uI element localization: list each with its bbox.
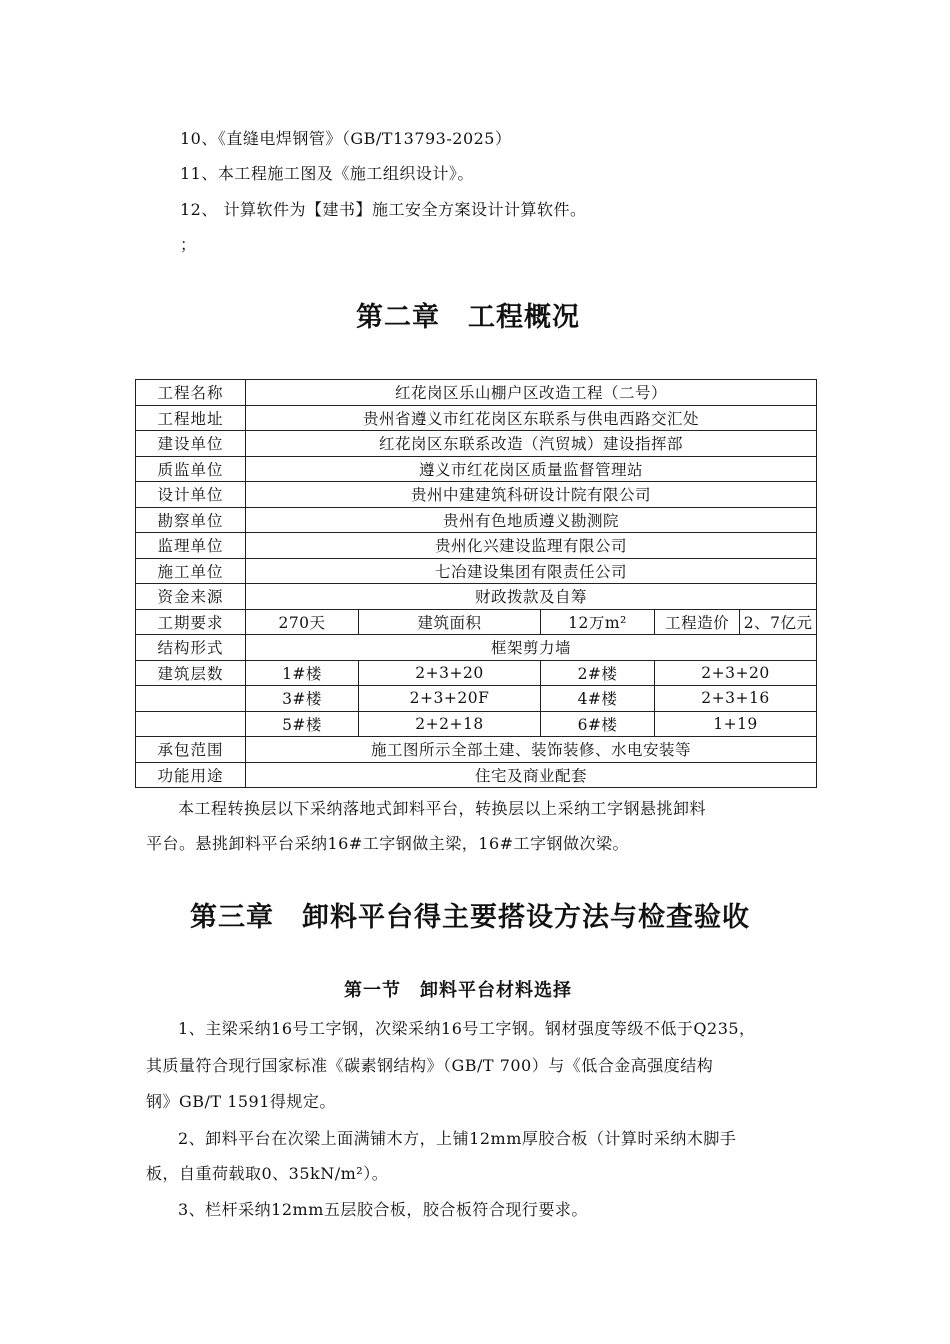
item-2-line-2: 板，自重荷载取0、35kN/m²）。	[146, 1164, 389, 1183]
value-cell: 遵义市红花岗区质量监督管理站	[246, 456, 817, 482]
floor-value-cell: 2+3+20	[655, 660, 817, 686]
empty-cell	[136, 711, 246, 737]
building-cell: 4#楼	[541, 686, 655, 712]
building-cell: 2#楼	[541, 660, 655, 686]
table-row	[136, 405, 817, 431]
label-cell: 质监单位	[136, 456, 246, 482]
value-cell: 红花岗区东联系改造（汽贸城）建设指挥部	[246, 431, 817, 457]
label-cell: 勘察单位	[136, 507, 246, 533]
table-row	[136, 609, 817, 635]
section-1-title: 第一节 卸料平台材料选择	[344, 980, 572, 1001]
floor-value-cell: 2+3+20F	[359, 686, 541, 712]
reference-item-11: 11、本工程施工图及《施工组织设计》。	[180, 164, 474, 183]
split-cell	[655, 609, 817, 635]
floor-value-cell: 1+19	[655, 711, 817, 737]
value-cell: 框架剪力墙	[246, 635, 817, 661]
item-1-line-1: 1、主梁采纳16号工字钢，次梁采纳16号工字钢。钢材强度等级不低于Q235，	[178, 1019, 756, 1038]
reference-terminator: ；	[180, 235, 197, 254]
value-cell: 12万m²	[541, 609, 655, 635]
item-2-line-1: 2、卸料平台在次梁上面满铺木方，上铺12mm厚胶合板（计算时采纳木脚手	[178, 1129, 737, 1148]
label-cell: 工程名称	[136, 380, 246, 406]
item-1-line-3: 钢》GB/T 1591得规定。	[146, 1092, 336, 1111]
chapter-2-title: 第二章 工程概况	[356, 302, 580, 333]
label-cell: 工程造价	[655, 610, 740, 635]
table-row	[136, 456, 817, 482]
split-cell-inner	[655, 610, 816, 635]
value-cell: 施工图所示全部土建、装饰装修、水电安装等	[246, 737, 817, 763]
item-1-line-2: 其质量符合现行国家标准《碳素钢结构》（GB/T 700）与《低合金高强度结构	[146, 1056, 714, 1075]
reference-item-10: 10、《直缝电焊钢管》（GB/T13793-2025）	[180, 129, 512, 148]
overview-paragraph-line-2: 平台。悬挑卸料平台采纳16#工字钢做主梁，16#工字钢做次梁。	[146, 834, 630, 853]
table-row	[136, 635, 817, 661]
chapter-3-title: 第三章 卸料平台得主要搭设方法与检查验收	[190, 902, 750, 933]
value-cell: 住宅及商业配套	[246, 762, 817, 788]
value-cell: 2、7亿元	[743, 613, 813, 632]
table-row	[136, 737, 817, 763]
label-cell: 监理单位	[136, 533, 246, 559]
table-row	[136, 762, 817, 788]
table-row	[136, 431, 817, 457]
value-cell: 贵州有色地质遵义勘测院	[246, 507, 817, 533]
building-cell: 5#楼	[246, 711, 359, 737]
floor-value-cell: 2+3+20	[359, 660, 541, 686]
empty-cell	[136, 686, 246, 712]
reference-item-12: 12、 计算软件为【建书】施工安全方案设计计算软件。	[180, 200, 587, 219]
table-row	[136, 507, 817, 533]
label-cell: 建筑层数	[136, 660, 246, 686]
floor-value-cell: 2+3+16	[655, 686, 817, 712]
building-cell: 1#楼	[246, 660, 359, 686]
value-cell: 贵州化兴建设监理有限公司	[246, 533, 817, 559]
value-cell: 财政拨款及自筹	[246, 584, 817, 610]
value-cell: 贵州省遵义市红花岗区东联系与供电西路交汇处	[246, 405, 817, 431]
table-row	[136, 482, 817, 508]
label-cell: 建设单位	[136, 431, 246, 457]
label-cell: 资金来源	[136, 584, 246, 610]
value-cell: 七冶建设集团有限责任公司	[246, 558, 817, 584]
building-cell: 3#楼	[246, 686, 359, 712]
label-cell: 结构形式	[136, 635, 246, 661]
label-cell: 承包范围	[136, 737, 246, 763]
item-3-line-1: 3、栏杆采纳12mm五层胶合板，胶合板符合现行要求。	[178, 1200, 588, 1219]
label-cell: 工程地址	[136, 405, 246, 431]
table-row	[136, 686, 817, 712]
label-cell: 建筑面积	[359, 609, 541, 635]
table-row	[136, 558, 817, 584]
label-cell: 施工单位	[136, 558, 246, 584]
table-row	[136, 660, 817, 686]
floor-value-cell: 2+2+18	[359, 711, 541, 737]
building-cell: 6#楼	[541, 711, 655, 737]
label-cell: 功能用途	[136, 762, 246, 788]
label-cell: 工期要求	[136, 609, 246, 635]
table-row	[136, 584, 817, 610]
overview-paragraph-line-1: 本工程转换层以下采纳落地式卸料平台，转换层以上采纳工字钢悬挑卸料	[178, 799, 707, 818]
label-cell: 设计单位	[136, 482, 246, 508]
value-cell: 270天	[246, 609, 359, 635]
table-row	[136, 533, 817, 559]
table-row	[136, 711, 817, 737]
project-overview-table	[135, 379, 817, 788]
value-cell: 贵州中建建筑科研设计院有限公司	[246, 482, 817, 508]
table-row	[136, 380, 817, 406]
value-cell: 红花岗区乐山棚户区改造工程（二号）	[246, 380, 817, 406]
